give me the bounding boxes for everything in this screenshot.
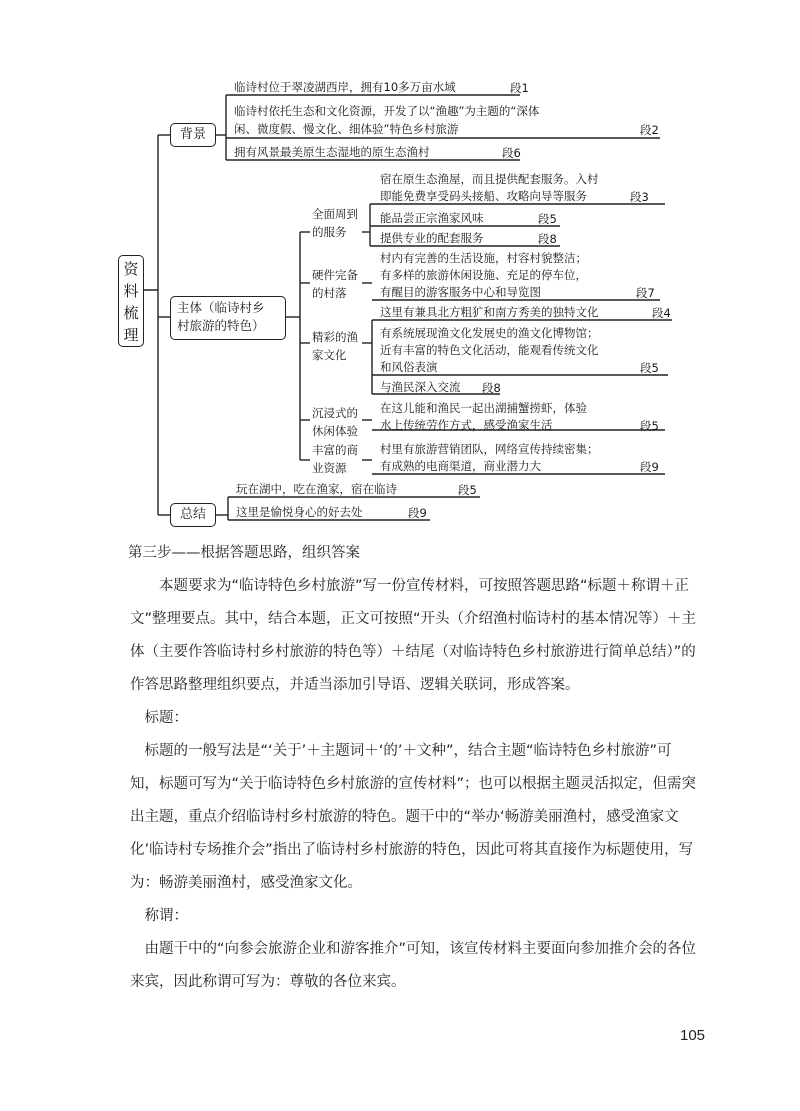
group-5-item-1-line1: 村里有旅游营销团队，网络宣传持续密集； [380,442,599,456]
main-label-line2: 村旅游的特色） [177,318,265,333]
paragraph-1: 本题要求为“临诗特色乡村旅游”写一份宣传材料，可按照答题思路“标题＋称谓＋正文”整理要点。其中，结合本题，正文可按照“开头（介绍渔村临诗村的基本情况等）＋主体（主要作答临诗村乡村旅游的特色等）＋结尾（对临诗特色乡村旅游进行简单总结）”的作答思路整理组织要点，并适当添加引导语、逻辑关联词，形成答案。 [130,578,697,693]
main-label-line1: 主体（临诗村乡 [177,300,265,315]
paragraph-3: 由题干中的“向参会旅游企业和游客推介”可知，该宣传材料主要面向参加推介会的各位来宾，因此称谓可写为：尊敬的各位来宾。 [130,941,697,990]
group-3-item-2-line3: 和风俗表演 [380,360,438,374]
group-2-label-line2: 的村落 [312,286,347,300]
heading-title: 标题： [144,710,188,726]
group-2-item-1-line1: 村内有完善的生活设施，村容村貌整洁； [380,251,587,265]
group-3-label-line1: 精彩的渔 [312,330,358,344]
seg-ref: 段9 [408,506,427,520]
seg-ref: 段3 [630,190,649,204]
group-1-label-line2: 的服务 [312,225,347,239]
heading-address: 称谓： [144,908,188,924]
group-3-label-line2: 家文化 [312,348,347,362]
group-2-label-line1: 硬件完备 [312,268,358,282]
root-char: 资 [123,260,139,278]
root-label [120,258,142,346]
group-4-label-line2: 休闲体验 [312,424,358,438]
seg-ref: 段5 [640,361,659,375]
group-1-label-line1: 全面周到 [312,207,358,221]
group-3-item-2-line1: 有系统展现渔文化发展史的渔文化博物馆； [380,326,599,340]
group-3-item-2-line2: 近有丰富的特色文化活动，能观看传统文化 [380,343,599,357]
group-5-label-line1: 丰富的商 [312,443,358,457]
root-char: 理 [123,326,139,344]
step-heading: 第三步——根据答题思路，组织答案 [128,545,360,561]
summary-item-1: 玩在湖中，吃在渔家，宿在临诗 [236,482,397,496]
group-4-item-1-line2: 水上传统劳作方式，感受渔家生活 [380,418,553,432]
group-3-item-3: 与渔民深入交流 [380,380,461,394]
group-1-item-3: 提供专业的配套服务 [380,231,484,245]
background-item-2-line1: 临诗村依托生态和文化资源，开发了以“渔趣”为主题的“深体 [234,104,540,118]
group-5-label-line2: 业资源 [312,461,347,475]
seg-ref: 段5 [640,419,659,433]
background-item-1: 临诗村位于翠凌湖西岸，拥有10多万亩水域 [234,80,456,94]
seg-ref: 段9 [640,460,659,474]
seg-ref: 段6 [502,146,521,160]
seg-ref: 段5 [538,212,557,226]
seg-ref: 段5 [458,483,477,497]
group-2-item-1-line2: 有多样的旅游休闲设施、充足的停车位， [380,268,587,282]
summary-label: 总结 [180,507,207,522]
group-2-item-1-line3: 有醒目的游客服务中心和导览图 [380,285,541,299]
seg-ref: 段1 [510,81,529,95]
group-3-item-1: 这里有兼具北方粗犷和南方秀美的独特文化 [380,305,599,319]
paragraph-2: 标题的一般写法是“‘关于’＋主题词＋‘的’＋文种”，结合主题“临诗特色乡村旅游”可知，标题可写为“关于临诗特色乡村旅游的宣传材料”；也可以根据主题灵活拟定，但需突出主题，重点介绍临诗村乡村旅游的特色。题干中的“举办‘畅游美丽渔村，感受渔家文化’临诗村专场推介会”指出了临诗村乡村旅游的特色，因此可将其直接作为标题使用，写为：畅游美丽渔村，感受渔家文化。 [130,743,697,891]
seg-ref: 段7 [636,286,655,300]
answer-body [130,537,700,999]
root-char: 梳 [123,304,139,322]
background-item-2-line2: 闲、微度假、慢文化、细体验”特色乡村旅游 [234,122,459,136]
seg-ref: 段8 [538,232,557,246]
group-5-item-1-line2: 有成熟的电商渠道，商业潜力大 [380,459,541,473]
group-1-item-2: 能品尝正宗渔家风味 [380,211,484,225]
seg-ref: 段2 [640,123,659,137]
background-label: 背景 [180,127,207,142]
root-char: 料 [123,282,139,300]
group-1-item-1-line1: 宿在原生态渔屋，而且提供配套服务。入村 [380,172,599,186]
seg-ref: 段4 [652,306,671,320]
seg-ref: 段8 [482,381,501,395]
group-4-item-1-line1: 在这儿能和渔民一起出湖捕蟹捞虾，体验 [380,401,587,415]
summary-item-2: 这里是愉悦身心的好去处 [236,505,363,519]
page-number: 105 [680,1027,706,1044]
group-4-label-line1: 沉浸式的 [312,406,358,420]
background-item-3: 拥有风景最美原生态湿地的原生态渔村 [234,145,430,159]
group-1-item-1-line2: 即能免费享受码头接船、攻略向导等服务 [380,189,587,203]
